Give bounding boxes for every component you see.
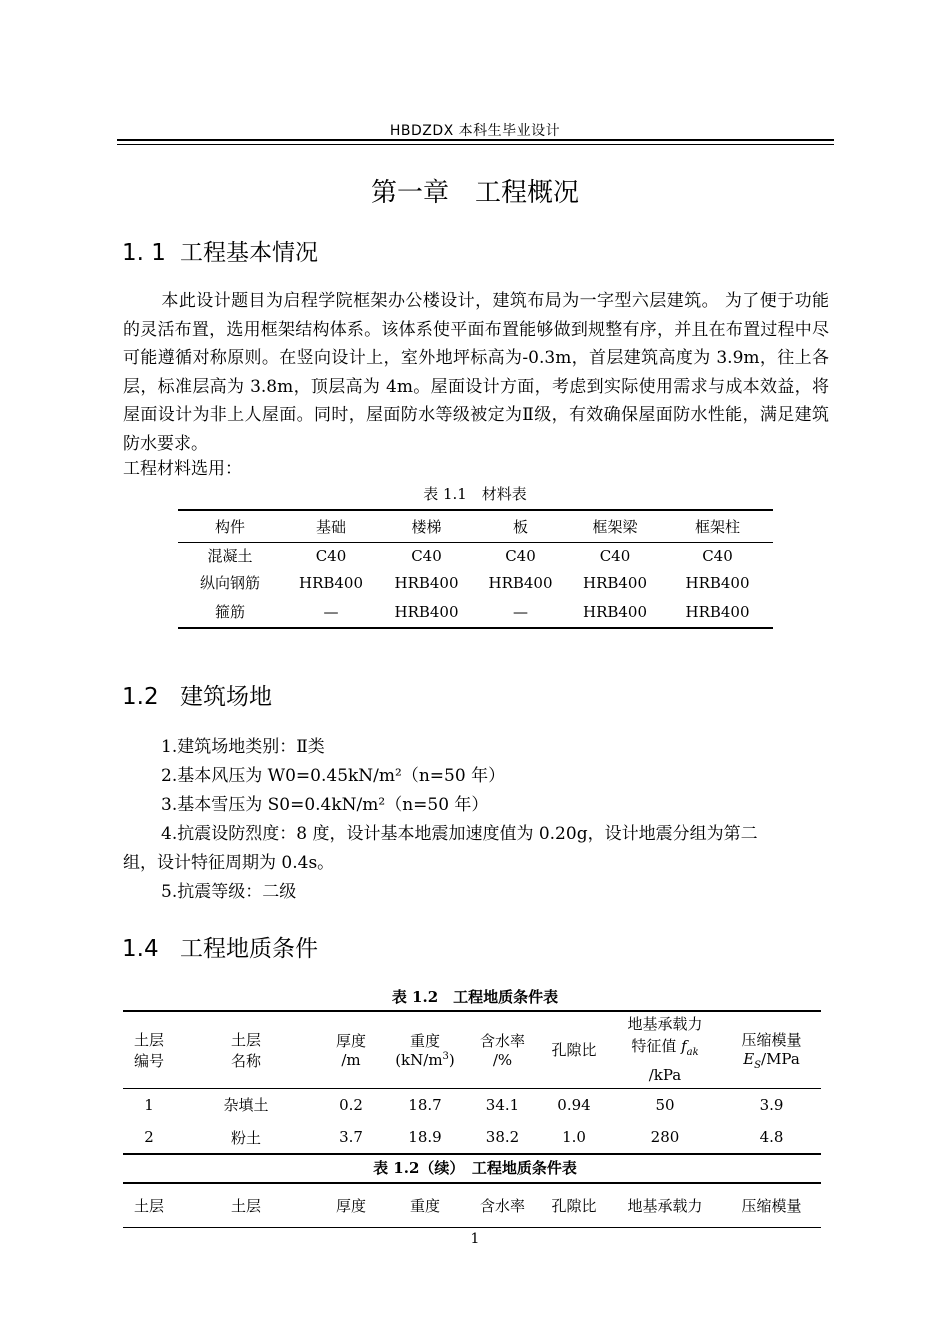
table-header-cell: 框架柱 [694, 517, 740, 536]
table-cell: 18.7 [408, 1095, 442, 1114]
chapter-title: 第一章 工程概况 [370, 178, 579, 208]
table-header-cell: 厚度 /m [335, 1032, 366, 1070]
table-header-cell: 土层 [133, 1196, 164, 1215]
table-cell: 杂填土 [223, 1096, 269, 1115]
table-cell: HRB400 [582, 602, 648, 621]
table-row [123, 1121, 821, 1154]
table-header-cell: 土层 名称 [230, 1030, 261, 1070]
table2-caption: 表 1.2 工程地质条件表 [391, 988, 559, 1006]
intro-paragraph [123, 287, 829, 458]
table2-cont-caption: 表 1.2（续） 工程地质条件表 [373, 1159, 577, 1177]
site-item: 1.建筑场地类别：Ⅱ类 [161, 737, 325, 757]
table-header-cell: 构件 [214, 517, 245, 536]
table-cell: 38.2 [485, 1128, 520, 1146]
section-title: 工程地质条件 [180, 936, 318, 962]
table-cell: 混凝土 [207, 547, 253, 566]
table-cell: C40 [599, 546, 631, 565]
intro-paragraph-text: 本此设计题目为启程学院框架办公楼设计，建筑布局为一字型六层建筑。 为了便于功能的灵活布置，选用框架结构体系。该体系使平面布置能够做到规整有序，并且在布置过程中尽可能遵循对称原则。在竖向设计上，室外地坪标高为-0.3m，首层建筑高度为 3.9m，往上各层，标准层高为 3.8m，顶层高为 4m。屋面设计方面，考虑到实际使用需求与成本效益，将屋面设计为非上人屋面。同时，屋面防水等级被定为Ⅱ级，有效确保屋面防水性能，满足建筑防水要求。 [123, 291, 829, 454]
table-header-cell: 基础 [315, 517, 346, 536]
header-rule-thick [117, 139, 834, 141]
table-cell: 3.9 [759, 1095, 784, 1114]
table-cell: 18.9 [408, 1128, 442, 1146]
table-cell: 箍筋 [214, 603, 245, 621]
table-cell: C40 [702, 546, 733, 565]
table-cell: 0.94 [557, 1095, 591, 1114]
table-cell: 3.7 [339, 1128, 363, 1146]
section-heading-1-4 [122, 930, 318, 963]
table-header-row [123, 1183, 821, 1227]
table-row [178, 596, 773, 628]
table-row [178, 569, 773, 596]
materials-label: 工程材料选用： [123, 459, 242, 479]
section-number: 1.4 [122, 936, 159, 962]
site-item: 组，设计特征周期为 0.4s。 [123, 853, 335, 873]
table-cell: HRB400 [685, 602, 750, 621]
table-header-cell: 土层 编号 [133, 1030, 164, 1070]
section-heading-1-1 [122, 234, 318, 267]
site-item: 3.基本雪压为 S0=0.4kN/m²（n=50 年） [161, 795, 489, 815]
table-cell: 280 [650, 1128, 680, 1146]
site-item: 5.抗震等级：二级 [161, 882, 297, 902]
table-cell: HRB400 [685, 573, 750, 592]
table-row [123, 1088, 821, 1121]
table-cell: C40 [315, 546, 347, 565]
page-header-title: HBDZDX 本科生毕业设计 [389, 123, 561, 139]
table-cell: HRB400 [488, 573, 553, 592]
table-cell: HRB400 [394, 602, 459, 621]
section-title: 建筑场地 [180, 684, 272, 710]
geology-table-continued [123, 1182, 821, 1228]
table-header-cell: 地基承载力 [627, 1196, 703, 1215]
table-cell: HRB400 [298, 573, 364, 592]
table-cell: C40 [505, 546, 536, 565]
table-cell: 纵向钢筋 [199, 574, 260, 592]
section-heading-1-2 [122, 678, 272, 711]
table-header-cell: 孔隙比 [551, 1196, 597, 1215]
table-header-cell: 含水率 [479, 1196, 525, 1215]
table-cell: 4.8 [759, 1128, 784, 1146]
site-item: 4.抗震设防烈度：8 度，设计基本地震加速度值为 0.20g，设计地震分组为第二 [161, 824, 758, 844]
table-cell: C40 [411, 546, 442, 565]
section-number: 1.2 [122, 684, 159, 710]
table-cell: 1 [144, 1095, 154, 1114]
table-header-cell: 板 [512, 517, 528, 536]
table-header-cell: 地基承载力 特征值 $f_{ak}$ /kPa [627, 1015, 703, 1085]
table1-caption: 表 1.1 材料表 [423, 485, 527, 503]
table-cell: HRB400 [582, 573, 648, 592]
site-item: 2.基本风压为 W0=0.45kN/m²（n=50 年） [161, 766, 506, 786]
table-header-cell: 压缩模量 [741, 1196, 802, 1215]
table-row [178, 542, 773, 569]
table-cell: — [323, 602, 339, 621]
table-cell: 0.2 [339, 1095, 363, 1114]
materials-table [178, 509, 773, 629]
section-title: 工程基本情况 [180, 240, 318, 266]
table-cell: 1.0 [562, 1128, 586, 1146]
table-header-row [178, 510, 773, 542]
table-header-row [123, 1011, 821, 1088]
header-rule-thin [117, 144, 834, 145]
table-cell: — [513, 602, 528, 621]
page-number: 1 [470, 1231, 480, 1247]
section-number: 1. 1 [122, 240, 166, 266]
table-header-cell: 重度 [409, 1196, 440, 1215]
table-cell: 粉土 [230, 1128, 261, 1147]
table-header-cell: 重度 $(kN/m^3)$ [395, 1032, 455, 1070]
table-header-cell: 孔隙比 [551, 1041, 597, 1060]
table-cell: 50 [655, 1095, 675, 1114]
geology-table [123, 1010, 821, 1155]
table-header-cell: 框架梁 [592, 517, 638, 536]
table-header-cell: 厚度 [335, 1196, 366, 1215]
table-header-cell: 含水率 /% [479, 1032, 525, 1070]
table-header-cell: 压缩模量 $E_S$/MPa [741, 1030, 802, 1071]
table-header-cell: 土层 [230, 1196, 261, 1215]
table-cell: HRB400 [394, 573, 459, 592]
table-cell: 34.1 [485, 1095, 520, 1114]
table-header-cell: 楼梯 [411, 517, 442, 536]
table-cell: 2 [144, 1128, 154, 1146]
